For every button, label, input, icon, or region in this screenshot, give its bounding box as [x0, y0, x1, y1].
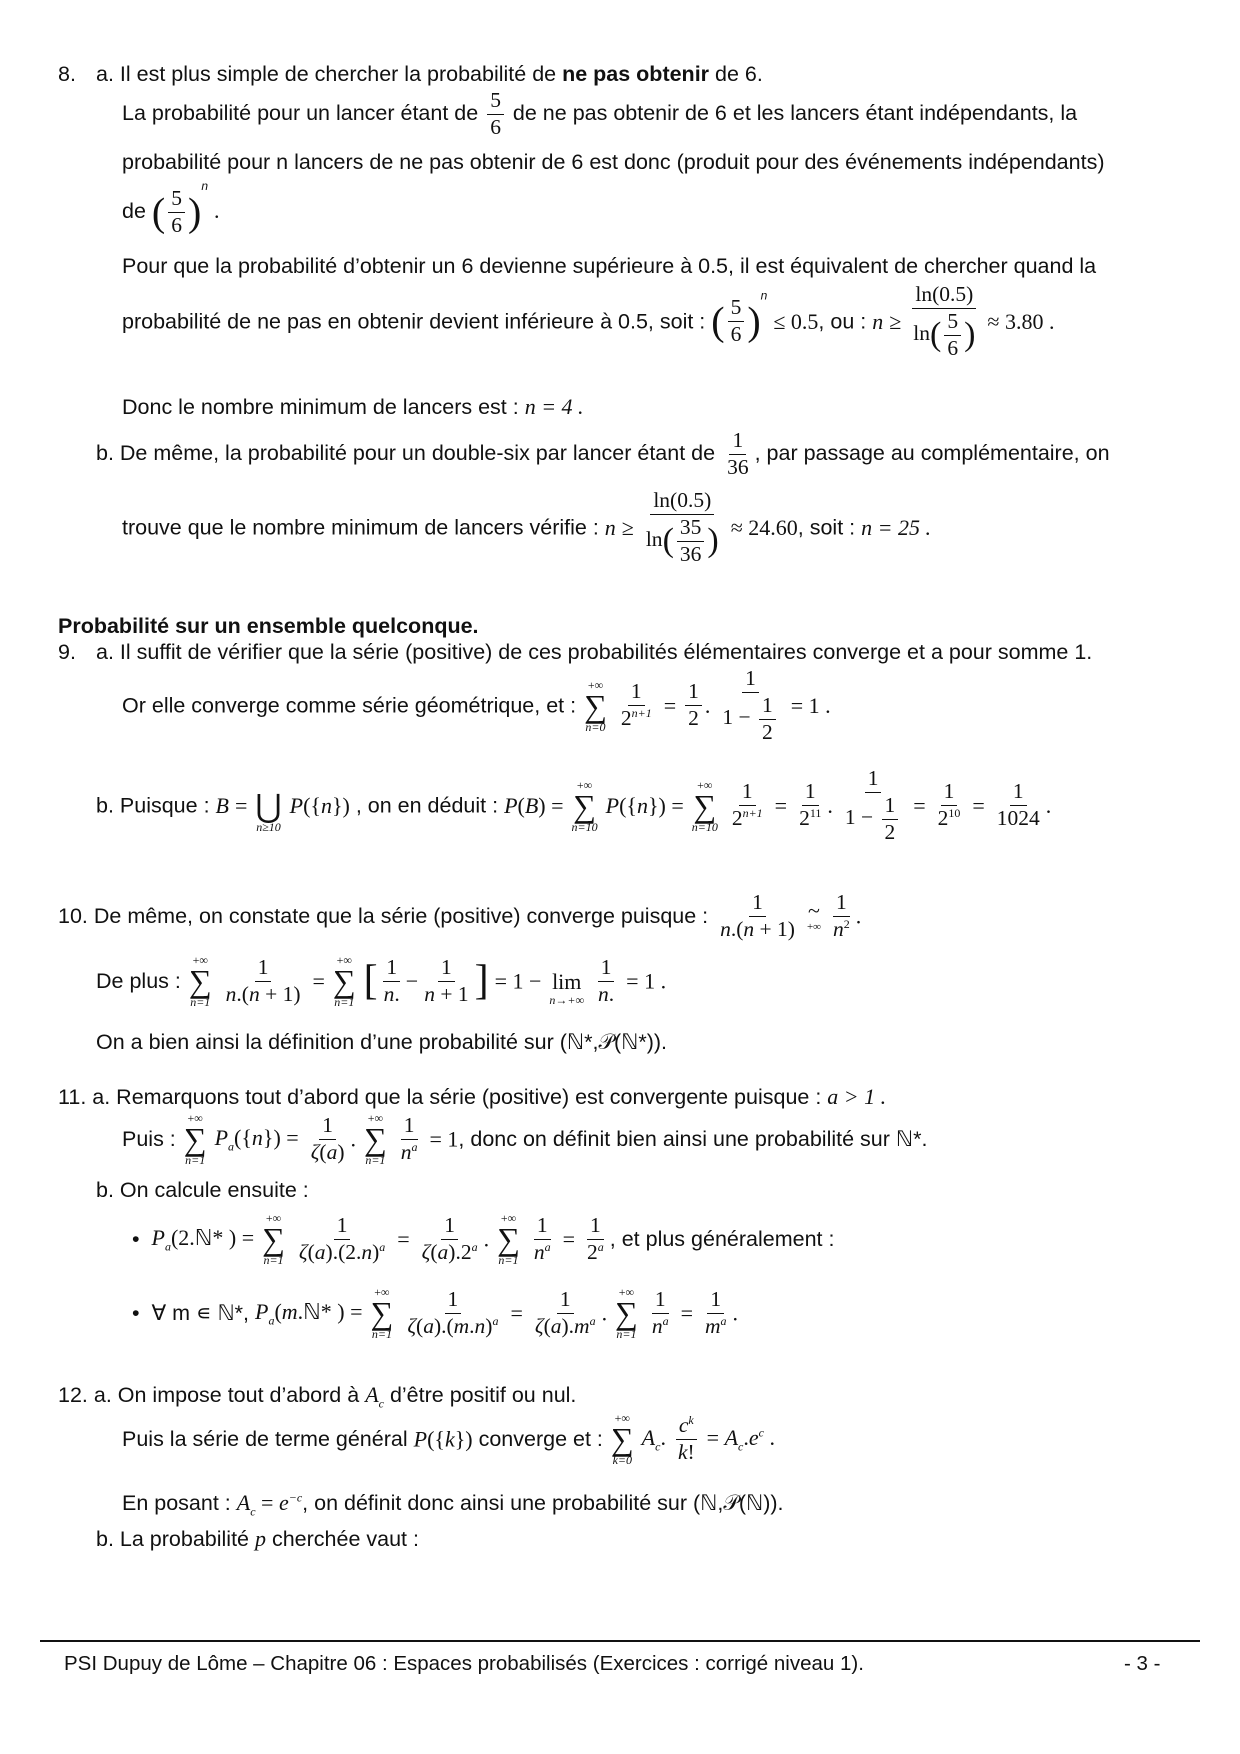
- fraction-5-6: $\frac{5}{6}$: [728, 295, 745, 348]
- ex8-a-end: de 6.: [709, 62, 763, 86]
- ex8-b2d: n = 25 .: [861, 515, 931, 541]
- union-symbol: ⋃ n≥10: [255, 787, 282, 834]
- ex12-l1b: d’être positif ou nul.: [389, 1383, 577, 1407]
- ex12-l3a: En posant :: [122, 1491, 231, 1515]
- ex8-b2c: , soit :: [797, 515, 856, 540]
- ex11-l2b: , donc on définit bien ainsi une probabilité sur ℕ*.: [458, 1126, 928, 1151]
- ex8-b1b: , par passage au complémentaire, on: [754, 440, 1110, 465]
- ex11-line2: Puis : +∞ ∑ n=1 $P_a(\{n\})$ = $\frac{1}{\zeta(a)}$ . +∞ ∑ n=1 $\frac{1}{n^a}$ = 1, donc on définit bien ainsi une probabilité sur ℕ*.: [122, 1111, 928, 1168]
- ln-fraction-35-36: ln(0.5) ln( $\frac{35}{36}$ ): [645, 488, 719, 566]
- ex8-l7-math: n = 4 .: [524, 394, 584, 419]
- ex8-l6c: , ou :: [818, 309, 867, 334]
- ex8-l2b: de ne pas obtenir de 6 et les lancers étant indépendants, la: [512, 100, 1078, 125]
- ex8-a-line1: [96, 62, 763, 87]
- ex8-l4: de: [122, 199, 146, 223]
- ex8-l6d: ≈ 3.80 .: [987, 309, 1055, 335]
- ex8-a-line2: [122, 88, 1077, 141]
- ex12-l4b: cherchée vaut :: [271, 1527, 419, 1551]
- ex8-b-line1: [96, 428, 1110, 481]
- ex12-l3b: , on définit donc ainsi une probabilité sur (ℕ,𝒫(ℕ)).: [302, 1491, 784, 1515]
- ex9-b-line: b. Puisque : B = ⋃ n≥10 P({n}) , on en déduit : P(B) = +∞ ∑ n=10 P({n}) = +∞ ∑ n=10 $\frac{1}{2^{n+1}}$ = $\frac{1}{2^{11}}$ . 1 1 − $\frac{1}{2}$ = $\frac{1}{2^{10}}$ = $\frac{1}{1024}$ .: [96, 766, 1052, 844]
- ex11-l2a: Puis :: [122, 1126, 176, 1151]
- ex8-l2a: La probabilité pour un lancer étant de: [122, 100, 479, 125]
- ex12-line2: Puis la série de terme général P({k}) converge et : +∞ ∑ k=0 $A_c$. $\frac{c^k}{k!}$ = $A_c.e^c$ .: [122, 1411, 775, 1468]
- ex11-bullet1-post: , et plus généralement :: [609, 1226, 835, 1251]
- ex8-a-line7: [122, 394, 584, 420]
- ex10-l2: De plus :: [96, 968, 181, 993]
- ex8-b1a: b. De même, la probabilité pour un double-six par lancer étant de: [96, 440, 716, 465]
- ex8-number: 8.: [58, 62, 76, 86]
- ex9-number: 9.: [58, 640, 76, 664]
- ex12-line4: b. La probabilité p cherchée vaut :: [96, 1526, 419, 1551]
- ex8-a-line5: Pour que la probabilité d’obtenir un 6 devienne supérieure à 0.5, il est équivalent de chercher quand la: [122, 254, 1097, 278]
- ex10-l1: 10. De même, on constate que la série (positive) converge puisque :: [58, 904, 709, 929]
- sum-symbol: +∞ ∑ n=0: [584, 677, 607, 734]
- ex8-b2a: trouve que le nombre minimum de lancers vérifie :: [122, 515, 599, 540]
- ex11-line3: b. On calcule ensuite :: [96, 1178, 309, 1202]
- ex8-l6b: ≤ 0.5: [773, 309, 819, 335]
- page-number: - 3 -: [1124, 1652, 1161, 1675]
- ex9-a-line1: a. Il suffit de vérifier que la série (positive) de ces probabilités élémentaires converge et a pour somme 1.: [96, 640, 1093, 664]
- ex12-line1: 12. a. On impose tout d’abord à $A_c$ d’être positif ou nul.: [58, 1382, 577, 1411]
- ex8-b-line2: trouve que le nombre minimum de lancers vérifie : n ≥ ln(0.5) ln( $\frac{35}{36}$ ) ≈ 24.60, soit : n = 25 .: [122, 488, 931, 566]
- ex10-line1: 10. De même, on constate que la série (positive) converge puisque : $\frac{1}{n.(n + 1)}$ ~ +∞ $\frac{1}{n^2}$ .: [58, 890, 862, 941]
- ex11-bullet2-pre: ∀ m ∊ ℕ*,: [151, 1300, 250, 1325]
- ex8-l7: Donc le nombre minimum de lancers est :: [122, 395, 519, 419]
- ex8-a-text: a. Il est plus simple de chercher la probabilité de: [96, 62, 563, 86]
- fraction-5-6: $\frac{5}{6}$: [487, 88, 504, 141]
- ex11-bullet2: • ∀ m ∊ ℕ*, $P_a(m.ℕ*$ ) = +∞ ∑ n=1 $\frac{1}{\zeta(a).(m.n)^a}$ = $\frac{1}{\zeta(a).m^a}$ . +∞ ∑ n=1 $\frac{1}{n^a}$ = $\frac{1}{m^a}$ .: [132, 1285, 739, 1342]
- fraction-1-36: $\frac{1}{36}$: [727, 428, 749, 479]
- ex12-l2b: converge et :: [478, 1426, 603, 1451]
- bullet-icon: •: [132, 1300, 140, 1325]
- ex11-bullet1: • $P_a(2.ℕ*$ ) = +∞ ∑ n=1 $\frac{1}{\zeta(a).(2.n)^a}$ = $\frac{1}{\zeta(a).2^a}$ . +∞ ∑ n=1 $\frac{1}{n^a}$ = $\frac{1}{2^a}$ , et plus généralement :: [132, 1211, 835, 1268]
- ex12-l2a: Puis la série de terme général: [122, 1426, 408, 1451]
- ex10-line3: On a bien ainsi la définition d’une probabilité sur (ℕ*,𝒫(ℕ*)).: [96, 1030, 667, 1054]
- bullet-icon: •: [132, 1226, 140, 1251]
- ex9-a2: Or elle converge comme série géométrique, et :: [122, 693, 577, 718]
- ex9-b1: b. Puisque :: [96, 793, 210, 818]
- ex11-l1a: 11. a. Remarquons tout d’abord que la série (positive) est convergente puisque :: [58, 1085, 822, 1109]
- ex9-b2: , on en déduit :: [355, 793, 499, 818]
- ex12-line3: En posant : $A_c = e^{-c}$, on définit donc ainsi une probabilité sur (ℕ,𝒫(ℕ)).: [122, 1490, 784, 1519]
- ex9-a-line2: Or elle converge comme série géométrique, et : +∞ ∑ n=0 $\frac{1}{2^{n+1}}$ = $\frac{1}{2}$ . 1 1 − $\frac{1}{2}$ = 1 .: [122, 666, 831, 744]
- ex8-a-line3: probabilité pour n lancers de ne pas obtenir de 6 est donc (produit pour des événements indépendants): [122, 150, 1105, 174]
- ex8-l6a: probabilité de ne pas en obtenir devient inférieure à 0.5, soit :: [122, 309, 706, 334]
- ex8-b2b: ≈ 24.60: [730, 515, 798, 541]
- ex8-a-line6: probabilité de ne pas en obtenir devient inférieure à 0.5, soit : ( $\frac{5}{6}$ )$^n$ ≤ 0.5, ou : n ≥ ln(0.5) ln( $\frac{5}{6}$ ) ≈ 3.80 .: [122, 282, 1055, 360]
- section-title: Probabilité sur un ensemble quelconque.: [58, 614, 479, 638]
- ex12-l1a: 12. a. On impose tout d’abord à: [58, 1383, 360, 1407]
- ex12-l4a: b. La probabilité: [96, 1527, 249, 1551]
- ex11-line1: [58, 1084, 886, 1110]
- fraction-5-6: $\frac{5}{6}$: [168, 186, 185, 239]
- footer-rule: [40, 1640, 1200, 1642]
- ln-fraction: ln(0.5) ln( $\frac{5}{6}$ ): [913, 282, 976, 360]
- ex10-line2: De plus : +∞ ∑ n=1 $\frac{1}{n.(n + 1)}$ = +∞ ∑ n=1 [ $\frac{1}{n.}$ − $\frac{1}{n + 1}$ ] = 1 − lim n→+∞ $\frac{1}{n.}$ = 1 .: [96, 953, 667, 1010]
- ex11-l1m: a > 1 .: [827, 1084, 887, 1109]
- footer-text: PSI Dupuy de Lôme – Chapitre 06 : Espaces probabilisés (Exercices : corrigé niveau 1).: [64, 1652, 864, 1675]
- ex8-a-bold: ne pas obtenir: [562, 62, 710, 86]
- ex8-a-line4: de ( $\frac{5}{6}$ )$^n$ .: [122, 179, 220, 237]
